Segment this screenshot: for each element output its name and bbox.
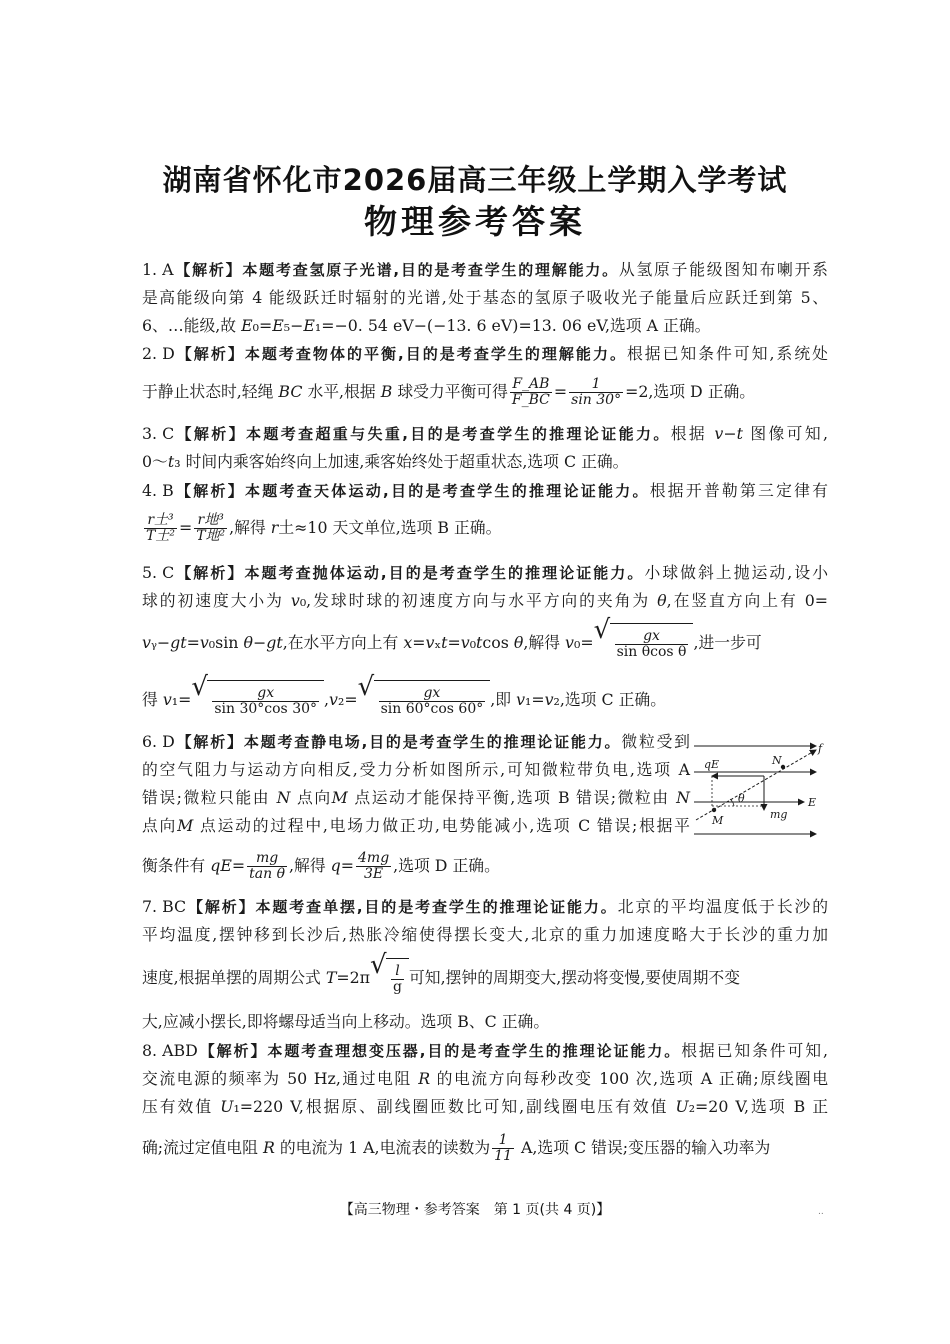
numerator: l bbox=[395, 963, 400, 980]
page-footer: 【高三物理・参考答案 第 1 页(共 4 页)】 bbox=[339, 1202, 611, 1218]
text-run: 可知,摆钟的周期变大,摆动将变慢,要使周期不变 bbox=[409, 968, 741, 987]
text-run: , bbox=[324, 690, 330, 709]
text-run: 的空气阻力与运动方向相反,受力分析如图所示,可知微粒带负电,选项 A bbox=[142, 760, 690, 779]
text-run: N bbox=[676, 788, 690, 807]
denominator: sin 30° bbox=[571, 392, 622, 408]
label-f: f bbox=[818, 742, 823, 755]
fraction bbox=[492, 1133, 514, 1163]
text-run: 平均温度,摆钟移到长沙后,热胀冷缩使得摆长变大,北京的重力加速度略大于长沙的重力加 bbox=[142, 925, 828, 944]
question-number: 4. B bbox=[142, 481, 174, 500]
text-run: = bbox=[186, 633, 200, 652]
text-run: 速度,根据单摆的周期公式 bbox=[142, 968, 326, 987]
answer-line bbox=[142, 510, 828, 546]
text-run: ,在水平方向上有 bbox=[282, 633, 404, 652]
text-run: t bbox=[476, 633, 483, 652]
answer-line bbox=[142, 848, 828, 884]
fraction bbox=[356, 851, 391, 881]
analysis-tag: 【解析】 bbox=[173, 482, 245, 500]
text-run: ₁ bbox=[314, 316, 322, 335]
text-run: v bbox=[425, 633, 435, 652]
label-qe: qE bbox=[704, 758, 720, 771]
text-run: E bbox=[272, 316, 284, 335]
text-run: 是高能级向第 4 能级跃迁时辐射的光谱,处于基态的氢原子吸收光子能量后应跃迁到第 5、 bbox=[142, 288, 828, 307]
text-run: 点运动才能保持平衡,选项 B 错误;微粒由 bbox=[347, 788, 677, 807]
question-number: 8. ABD bbox=[142, 1041, 198, 1060]
text-run: N bbox=[276, 788, 291, 807]
question-number: 2. D bbox=[142, 344, 175, 363]
text-run: ,即 bbox=[490, 690, 517, 709]
text-run: v bbox=[714, 424, 724, 443]
fraction bbox=[212, 686, 319, 716]
square-root bbox=[370, 950, 409, 999]
text-run: gt bbox=[170, 633, 187, 652]
numerator: gx bbox=[257, 685, 275, 702]
text-run: =2π bbox=[336, 968, 371, 987]
text-run: − bbox=[252, 633, 267, 652]
label-e: E bbox=[808, 796, 817, 809]
fraction bbox=[569, 377, 623, 407]
answer-line bbox=[142, 1008, 828, 1036]
radical-sign: √ bbox=[370, 950, 387, 980]
text-run: T bbox=[325, 968, 337, 987]
text-run: = bbox=[412, 633, 426, 652]
text-run: ₁= bbox=[171, 690, 192, 709]
numerator: gx bbox=[423, 685, 441, 702]
denominator: F_BC bbox=[511, 392, 550, 408]
fraction bbox=[615, 629, 689, 659]
text-run: M bbox=[177, 816, 194, 835]
text-run: ₂,选项 C 正确。 bbox=[553, 690, 666, 709]
topic-statement: 本题考查超重与失重,目的是考查学生的推理论证能力。 bbox=[246, 425, 671, 443]
text-run: ,解得 bbox=[289, 856, 331, 875]
text-run: v bbox=[544, 690, 554, 709]
text-run: qE bbox=[210, 856, 232, 875]
text-run: 的电流为 1 A,电流表的读数为 bbox=[274, 1138, 491, 1157]
analysis-tag: 【解析】 bbox=[174, 345, 245, 363]
analysis-tag: 【解析】 bbox=[174, 733, 244, 751]
answer-line bbox=[142, 374, 828, 410]
text-run: r bbox=[270, 518, 279, 537]
answer-line bbox=[142, 921, 828, 949]
text-run: ₀ bbox=[252, 316, 259, 335]
text-run: ₓ bbox=[434, 633, 442, 652]
answer-line bbox=[142, 312, 828, 340]
text-run: 根据 bbox=[670, 424, 715, 443]
analysis-tag: 【解析】 bbox=[174, 564, 245, 582]
text-run: = bbox=[178, 518, 193, 537]
text-run: A,选项 C 错误;变压器的输入功率为 bbox=[515, 1138, 771, 1157]
numerator: F_AB bbox=[512, 376, 550, 393]
text-run: v bbox=[565, 633, 574, 652]
text-run: cos bbox=[482, 633, 514, 652]
text-run: ᵧ− bbox=[150, 633, 171, 652]
text-run: 6、…能级,故 bbox=[142, 316, 242, 335]
text-run: 交流电源的频率为 50 Hz,通过电阻 bbox=[142, 1069, 419, 1088]
text-run: =2,选项 D 正确。 bbox=[625, 382, 756, 401]
topic-statement: 本题考查静电场,目的是考查学生的推理论证能力。 bbox=[243, 733, 622, 751]
analysis-tag: 【解析】 bbox=[186, 898, 256, 916]
text-run: =−0. 54 eV−(−13. 6 eV)=13. 06 eV,选项 A 正确。 bbox=[321, 316, 711, 335]
analysis-tag: 【解析】 bbox=[173, 261, 243, 279]
fraction bbox=[391, 964, 404, 994]
topic-statement: 本题考查物体的平衡,目的是考查学生的理解能力。 bbox=[244, 345, 627, 363]
text-run: 图像可知, bbox=[742, 424, 829, 443]
fraction bbox=[510, 377, 552, 407]
answer-line bbox=[142, 784, 690, 812]
topic-statement: 本题考查抛体运动,目的是考查学生的推理论证能力。 bbox=[244, 564, 645, 582]
answer-line bbox=[142, 256, 828, 284]
text-run: 球受力平衡可得 bbox=[392, 382, 508, 401]
text-run: θ bbox=[513, 633, 524, 652]
question-number: 5. C bbox=[142, 563, 175, 582]
text-run: 点向 bbox=[142, 816, 178, 835]
text-run: v bbox=[516, 690, 526, 709]
answer-line bbox=[142, 1130, 828, 1166]
text-run: ,解得 bbox=[229, 518, 271, 537]
text-run: = bbox=[340, 856, 355, 875]
radical-sign: √ bbox=[593, 615, 611, 645]
text-run: v bbox=[290, 591, 300, 610]
text-run: − bbox=[290, 316, 304, 335]
text-run: 衡条件有 bbox=[142, 856, 211, 875]
denominator: sin θcos θ bbox=[616, 644, 687, 660]
answer-line bbox=[142, 756, 690, 784]
text-run: ,在竖直方向上有 0= bbox=[666, 591, 828, 610]
denominator: sin 30°cos 30° bbox=[214, 701, 318, 717]
text-run: 的电流方向每秒改变 100 次,选项 A 正确;原线圈电 bbox=[430, 1069, 828, 1088]
fraction bbox=[194, 513, 227, 543]
answer-line bbox=[142, 1093, 828, 1121]
text-run: 根据已知条件可知,系统处 bbox=[626, 344, 828, 363]
question-number: 1. A bbox=[142, 260, 174, 279]
answer-line bbox=[142, 950, 828, 998]
force-diagram-svg bbox=[688, 742, 828, 842]
square-root bbox=[357, 672, 491, 721]
topic-statement: 本题考查理想变压器,目的是考查学生的推理论证能力。 bbox=[267, 1042, 682, 1060]
text-run: v bbox=[199, 633, 209, 652]
text-run: M bbox=[331, 788, 348, 807]
numerator: gx bbox=[643, 628, 660, 645]
answer-line bbox=[142, 477, 828, 505]
text-run: R bbox=[262, 1138, 275, 1157]
denominator: 3E bbox=[356, 866, 391, 882]
denominator: g bbox=[393, 979, 402, 995]
question-number: 3. C bbox=[142, 424, 175, 443]
text-run: E bbox=[241, 316, 253, 335]
question-number: 7. BC bbox=[142, 897, 187, 916]
numerator: mg bbox=[255, 850, 279, 867]
text-run: 从氢原子能级图知布喇开系 bbox=[618, 260, 828, 279]
text-run: 小球做斜上抛运动,设小 bbox=[644, 563, 828, 582]
text-run: 根据已知条件可知, bbox=[681, 1041, 828, 1060]
text-run: 压有效值 bbox=[142, 1097, 221, 1116]
answer-line bbox=[142, 284, 828, 312]
label-mg: mg bbox=[770, 808, 788, 821]
text-run: U bbox=[675, 1097, 689, 1116]
denominator: T土² bbox=[146, 528, 175, 544]
text-run: ₀,发球时球的初速度方向与水平方向的夹角为 bbox=[299, 591, 658, 610]
fraction bbox=[144, 513, 177, 543]
text-run: ₁= bbox=[525, 690, 545, 709]
text-run: ,进一步可 bbox=[693, 633, 762, 652]
text-run: 错误;微粒只能由 bbox=[142, 788, 277, 807]
text-run: = bbox=[553, 382, 568, 401]
answer-line bbox=[142, 420, 828, 448]
denominator: tan θ bbox=[249, 866, 285, 882]
text-run: 北京的平均温度低于长沙的 bbox=[617, 897, 828, 916]
answer-line bbox=[142, 448, 828, 476]
text-run: gt bbox=[266, 633, 283, 652]
square-root bbox=[593, 615, 694, 664]
answer-line bbox=[142, 893, 828, 921]
label-n: N bbox=[772, 754, 782, 767]
answer-line bbox=[142, 587, 828, 615]
radical-sign: √ bbox=[357, 672, 375, 702]
answer-line bbox=[142, 812, 690, 840]
text-run: 微粒受到 bbox=[621, 732, 690, 751]
answer-line bbox=[142, 728, 690, 756]
text-run: 大,应减小摆长,即将螺母适当向上移动。选项 B、C 正确。 bbox=[142, 1012, 550, 1031]
analysis-tag: 【解析】 bbox=[197, 1042, 268, 1060]
text-run: ₅ bbox=[283, 316, 291, 335]
text-run: ,解得 bbox=[523, 633, 566, 652]
text-run: ₃ 时间内乘客始终向上加速,乘客始终处于超重状态,选项 C 正确。 bbox=[174, 452, 629, 471]
topic-statement: 本题考查天体运动,目的是考查学生的推理论证能力。 bbox=[244, 482, 650, 500]
text-run: ₂= bbox=[337, 690, 358, 709]
text-run: q bbox=[330, 856, 341, 875]
text-run: 0～ bbox=[142, 452, 168, 471]
corner-mark: .. bbox=[818, 1207, 824, 1217]
answer-line bbox=[142, 1065, 828, 1093]
radical-sign: √ bbox=[191, 672, 208, 702]
text-run: E bbox=[303, 316, 315, 335]
numerator: 1 bbox=[498, 1132, 508, 1149]
text-run: ₁=220 V,根据原、副线圈匝数比可知,副线圈电压有效值 bbox=[233, 1097, 676, 1116]
text-run: − bbox=[723, 424, 737, 443]
denominator: T地² bbox=[196, 528, 226, 544]
exam-title: 湖南省怀化市2026届高三年级上学期入学考试 bbox=[162, 163, 788, 197]
topic-statement: 本题考查单摆,目的是考查学生的推理论证能力。 bbox=[255, 898, 618, 916]
text-run: R bbox=[418, 1069, 431, 1088]
text-run: ,选项 D 正确。 bbox=[393, 856, 500, 875]
exam-subtitle: 物理参考答案 bbox=[364, 202, 586, 241]
answer-line bbox=[142, 559, 828, 587]
text-run: θ bbox=[657, 591, 667, 610]
answer-line bbox=[142, 672, 828, 720]
text-run: v bbox=[162, 690, 172, 709]
text-run: U bbox=[220, 1097, 234, 1116]
text-run: 于静止状态时,轻绳 bbox=[142, 382, 279, 401]
text-run: = bbox=[447, 633, 461, 652]
analysis-tag: 【解析】 bbox=[174, 425, 246, 443]
text-run: θ bbox=[243, 633, 253, 652]
text-run: ₂=20 V,选项 B 正 bbox=[688, 1097, 829, 1116]
numerator: r土³ bbox=[147, 512, 174, 529]
text-run: 水平,根据 bbox=[302, 382, 381, 401]
text-run: ₀ bbox=[469, 633, 477, 652]
text-run: 根据开普勒第三定律有 bbox=[649, 481, 828, 500]
numerator: r地³ bbox=[197, 512, 224, 529]
text-run: BC bbox=[278, 382, 303, 401]
text-run: ₀= bbox=[573, 633, 594, 652]
text-run: ₀sin bbox=[208, 633, 244, 652]
force-analysis-diagram bbox=[688, 742, 828, 842]
text-run: B bbox=[380, 382, 393, 401]
text-run: v bbox=[329, 690, 338, 709]
denominator: sin 60°cos 60° bbox=[380, 701, 484, 717]
numerator: 1 bbox=[591, 376, 601, 393]
text-run: = bbox=[231, 856, 246, 875]
question-number: 6. D bbox=[142, 732, 175, 751]
point-m bbox=[712, 808, 716, 812]
numerator: 4mg bbox=[358, 850, 390, 867]
text-run: = bbox=[258, 316, 273, 335]
answer-line bbox=[142, 615, 828, 663]
square-root bbox=[191, 672, 324, 721]
text-run: 确;流过定值电阻 bbox=[142, 1138, 263, 1157]
text-run: 球的初速度大小为 bbox=[142, 591, 291, 610]
denominator: 11 bbox=[494, 1148, 512, 1164]
answer-line bbox=[142, 340, 828, 368]
label-theta: θ bbox=[738, 792, 745, 805]
text-run: t bbox=[736, 424, 743, 443]
text-run: 点向 bbox=[290, 788, 332, 807]
text-run: 点运动的过程中,电场力做正功,电势能减小,选项 C 错误;根据平 bbox=[193, 816, 690, 835]
topic-statement: 本题考查氢原子光谱,目的是考查学生的理解能力。 bbox=[242, 261, 619, 279]
text-run: v bbox=[142, 633, 151, 652]
fraction bbox=[379, 686, 486, 716]
label-m: M bbox=[712, 814, 724, 827]
text-run: t bbox=[441, 633, 448, 652]
answer-line bbox=[142, 1037, 828, 1065]
text-run: 得 bbox=[142, 690, 163, 709]
text-run: v bbox=[460, 633, 470, 652]
text-run: 土≈10 天文单位,选项 B 正确。 bbox=[278, 518, 502, 537]
text-run: x bbox=[403, 633, 413, 652]
text-run: t bbox=[167, 452, 175, 471]
fraction bbox=[247, 851, 287, 881]
